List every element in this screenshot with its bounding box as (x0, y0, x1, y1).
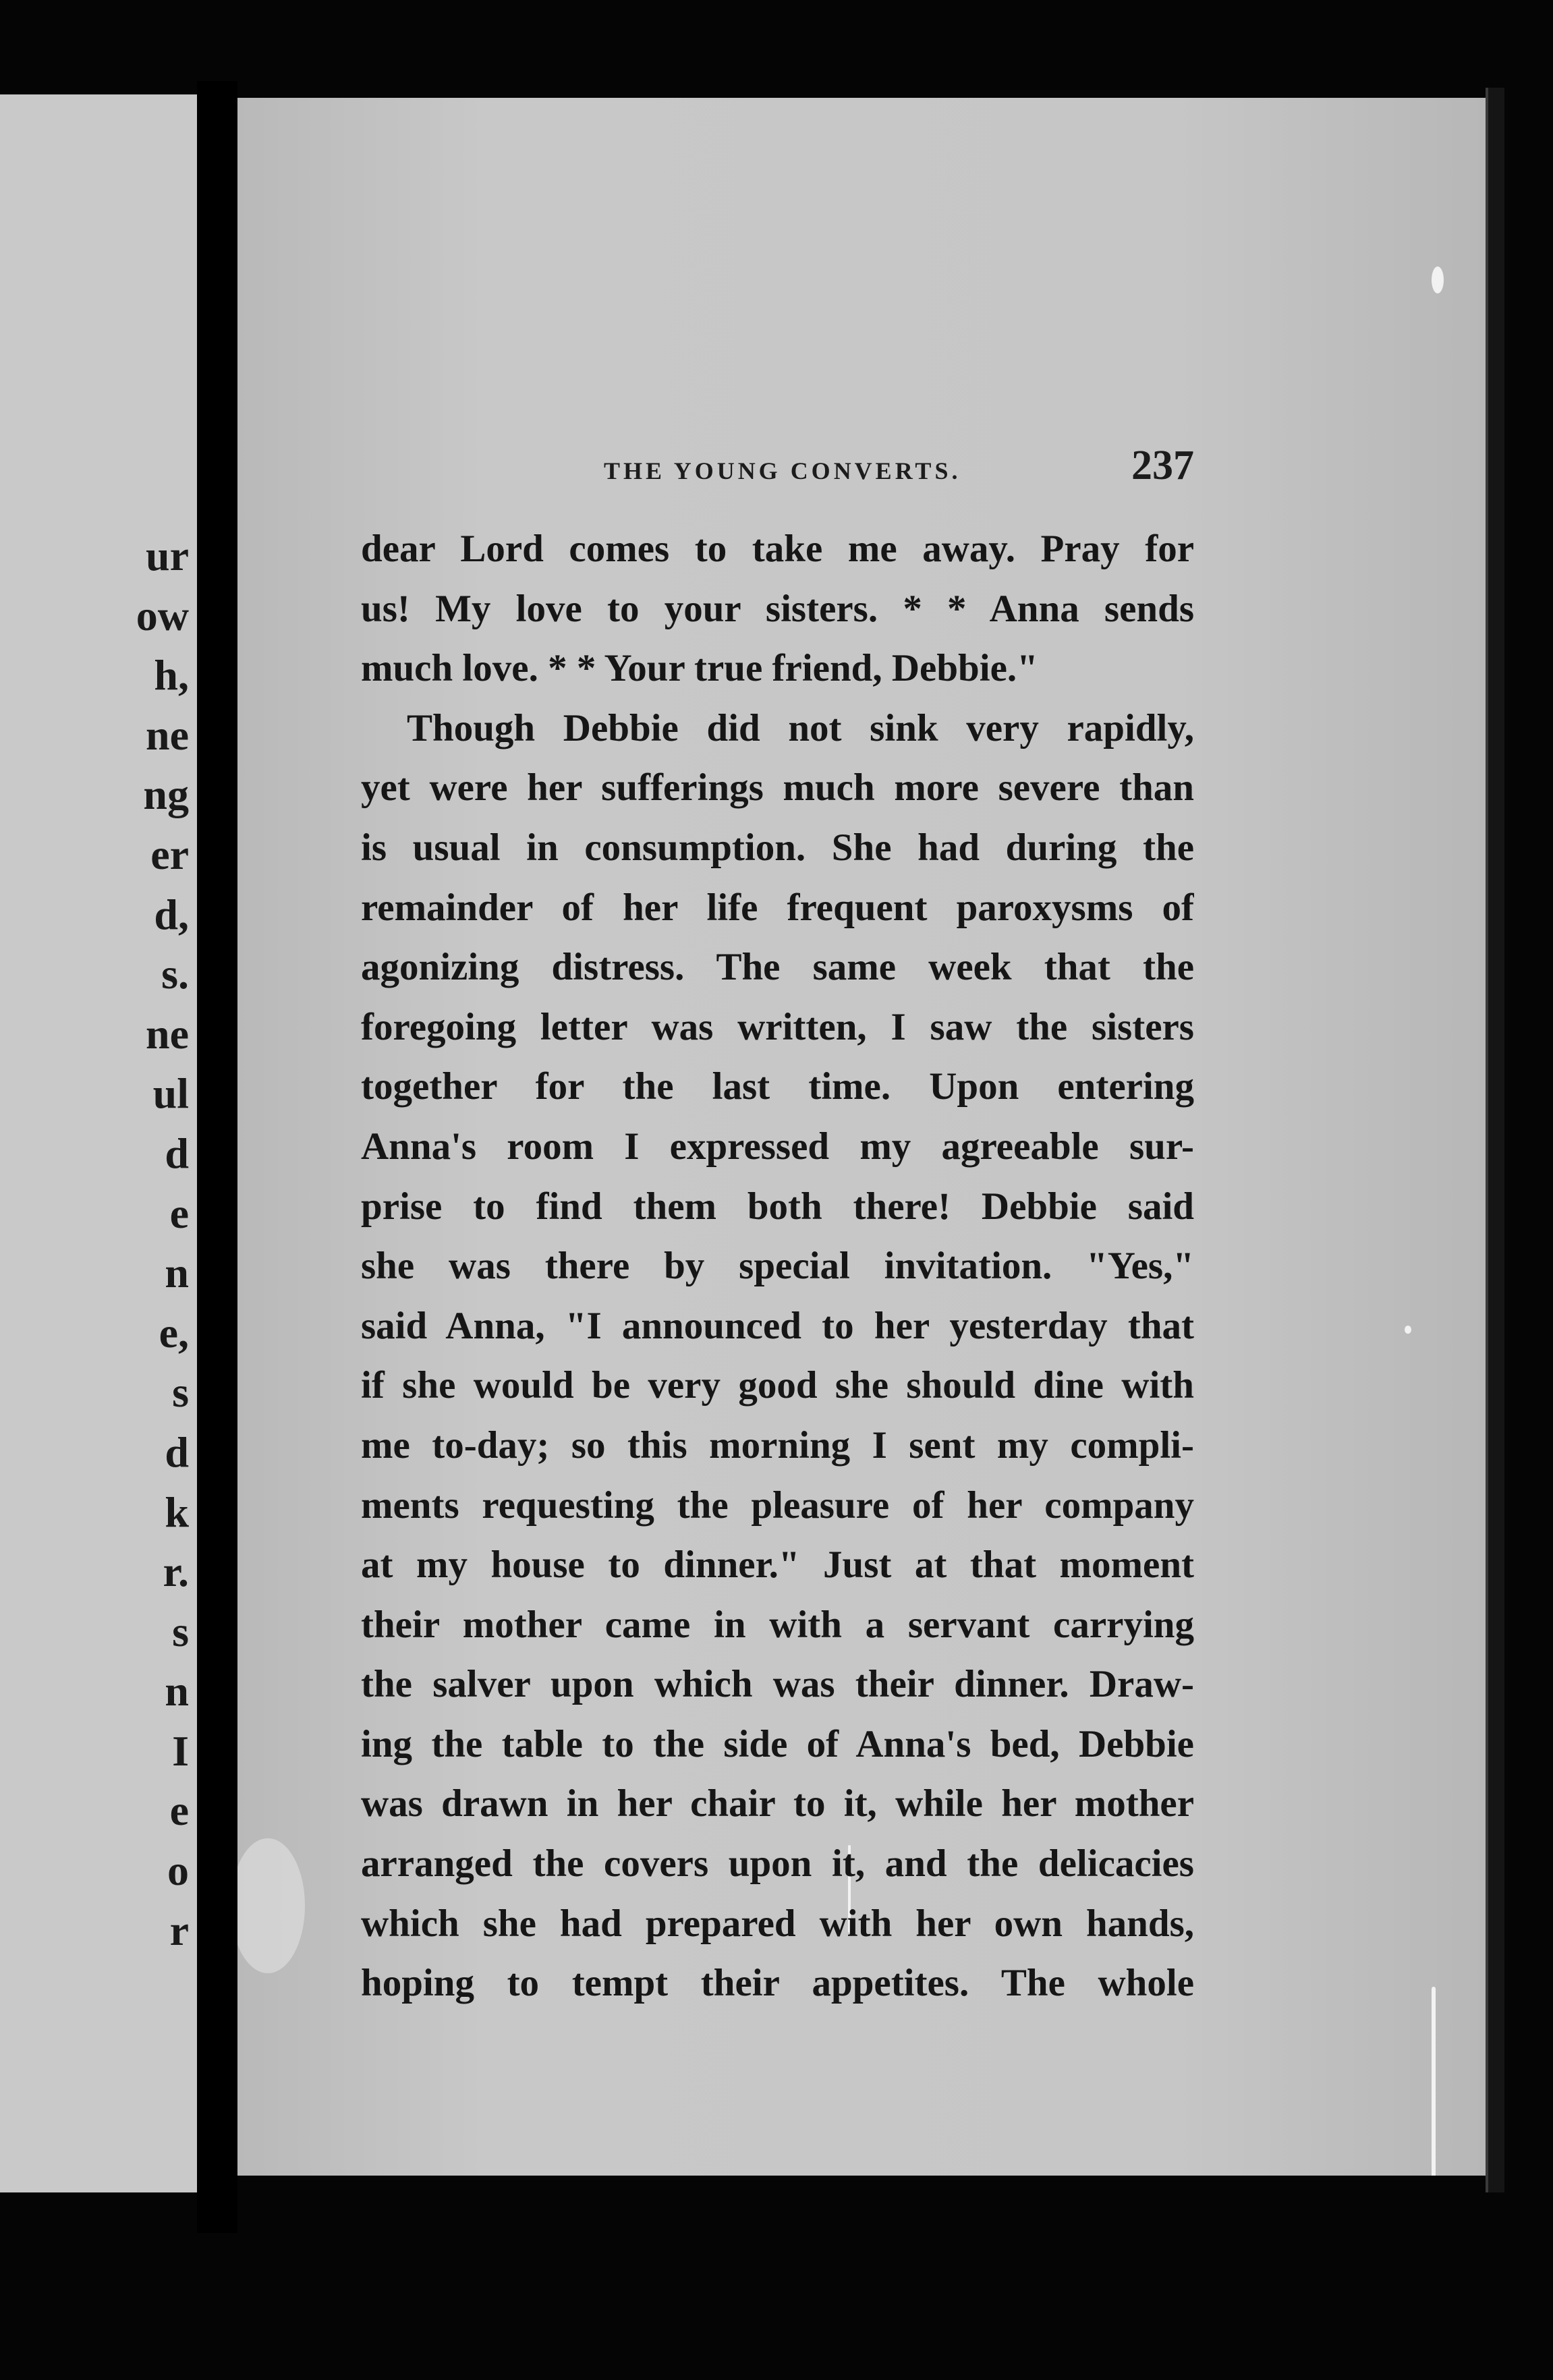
text-line: at my house to dinner." Just at that moment (361, 1543, 1194, 1587)
text-line: me to-day; so this morning I sent my compli- (361, 1423, 1194, 1467)
running-head (364, 442, 1194, 496)
left-fragment: d (165, 1427, 189, 1476)
left-fragment: h, (154, 651, 189, 700)
left-fragment: d (165, 1129, 189, 1177)
left-fragment: r. (163, 1548, 189, 1596)
text-line: Anna's room I expressed my agreeable sur- (361, 1125, 1194, 1168)
left-fragment: o (167, 1846, 189, 1895)
text-line: Though Debbie did not sink very rapidly, (407, 706, 1194, 749)
left-fragment: n (165, 1249, 189, 1297)
text-line: arranged the covers upon it, and the delicacies (361, 1842, 1194, 1886)
paper-speck (1432, 1987, 1436, 2176)
left-page (0, 94, 197, 2192)
text-line: much love. * * Your true friend, Debbie." (361, 647, 1038, 690)
text-line: she was there by special invitation. "Yes," (361, 1245, 1194, 1288)
left-fragment: ul (152, 1069, 189, 1118)
left-fragment: n (165, 1667, 189, 1716)
paper-stain (237, 1838, 305, 1973)
left-fragment: I (172, 1726, 189, 1775)
left-fragment: s (172, 1607, 189, 1655)
paper-speck (1432, 266, 1444, 293)
text-line: yet were her sufferings much more severe than (361, 766, 1194, 810)
text-line: together for the last time. Upon entering (361, 1065, 1194, 1108)
page-number: 237 (1131, 443, 1194, 488)
left-fragment: ur (146, 532, 189, 579)
left-fragment: er (150, 830, 189, 878)
text-line: ments requesting the pleasure of her company (361, 1483, 1194, 1527)
text-line: said Anna, "I announced to her yesterday that (361, 1304, 1194, 1347)
left-fragment: k (165, 1488, 189, 1536)
left-page-text-fragments (136, 526, 189, 1960)
running-title: THE YOUNG CONVERTS. (604, 457, 961, 484)
text-line: us! My love to your sisters. * * Anna sends (361, 587, 1194, 630)
text-line: their mother came in with a servant carrying (361, 1603, 1194, 1646)
left-fragment: e, (159, 1308, 189, 1357)
text-line: is usual in consumption. She had during the (361, 826, 1194, 869)
left-fragment: s. (161, 950, 189, 998)
left-fragment: e (169, 1189, 189, 1237)
left-fragment: ne (146, 710, 189, 759)
left-fragment: e (169, 1786, 189, 1835)
text-line: was drawn in her chair to it, while her mother (361, 1782, 1194, 1825)
text-line: prise to find them both there! Debbie said (361, 1185, 1194, 1228)
body-text (361, 519, 1194, 2014)
text-line: hoping to tempt their appetites. The whole (361, 1962, 1194, 2005)
left-fragment: ne (146, 1009, 189, 1058)
text-line: which she had prepared with her own hands, (361, 1902, 1194, 1945)
text-line: if she would be very good she should dine with (361, 1364, 1194, 1407)
book-gutter (197, 81, 237, 2233)
left-fragment: s (172, 1368, 189, 1417)
left-fragment: ow (136, 591, 189, 640)
text-line: foregoing letter was written, I saw the sisters (361, 1005, 1194, 1048)
page-edge (1486, 88, 1504, 2192)
text-line: agonizing distress. The same week that the (361, 946, 1194, 989)
left-fragment: r (169, 1906, 189, 1954)
text-line: the salver upon which was their dinner. Draw- (361, 1663, 1194, 1706)
text-line: ing the table to the side of Anna's bed, Debbie (361, 1722, 1194, 1765)
paper-speck (1405, 1326, 1411, 1334)
left-fragment: ng (143, 770, 189, 819)
left-fragment: d, (154, 890, 189, 938)
text-line: remainder of her life frequent paroxysms of (361, 886, 1194, 929)
text-line: dear Lord comes to take me away. Pray for (361, 528, 1194, 570)
